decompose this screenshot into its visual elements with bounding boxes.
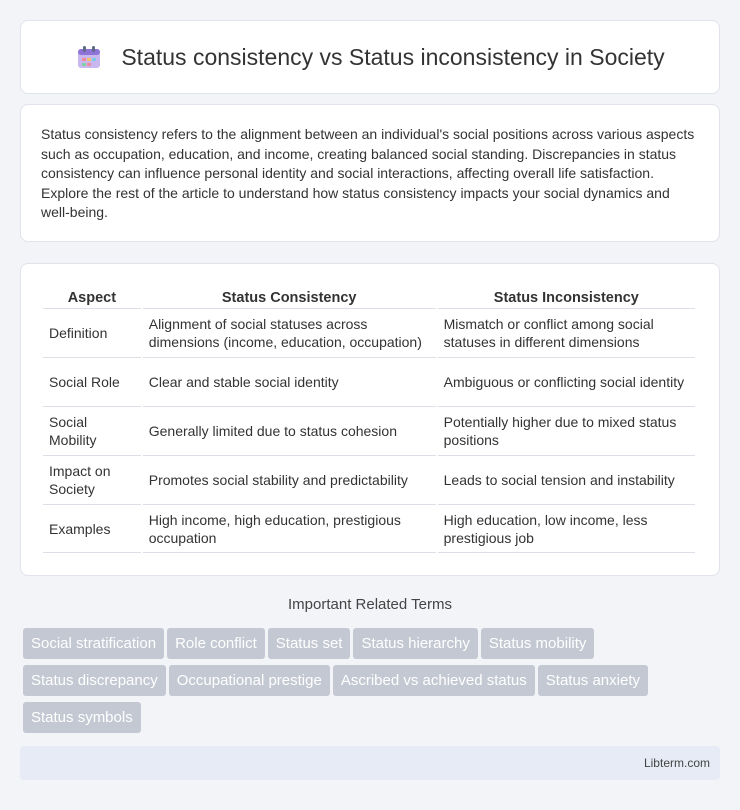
intro-card [20,104,720,242]
row-consistency: Generally limited due to status cohesion [143,406,436,455]
comparison-card [20,263,720,576]
row-consistency: Clear and stable social identity [143,357,436,406]
page-title: Status consistency vs Status inconsistency in Society [121,43,665,70]
row-inconsistency: High education, low income, less prestigious job [438,504,695,553]
header-status-consistency: Status Consistency [221,290,357,306]
row-aspect: Examples [43,504,141,553]
table-row [43,504,695,553]
related-term-tag[interactable]: Status hierarchy [353,628,477,659]
related-term-tag[interactable]: Status mobility [481,628,595,659]
related-term-tag[interactable]: Social stratification [23,628,164,659]
related-term-tag[interactable]: Status discrepancy [23,665,166,696]
footer [20,746,720,780]
row-aspect: Impact on Society [43,455,141,504]
calendar-icon [75,43,103,71]
related-term-tag[interactable]: Ascribed vs achieved status [333,665,535,696]
comparison-table [41,286,697,553]
footer-site-link[interactable]: Libterm.com [643,756,710,770]
row-aspect: Social Role [43,357,141,406]
row-consistency: Alignment of social statuses across dimensions (income, education, occupation) [143,308,436,357]
row-inconsistency: Leads to social tension and instability [438,455,695,504]
row-inconsistency: Potentially higher due to mixed status positions [438,406,695,455]
header-card [20,20,720,94]
related-term-tag[interactable]: Status set [268,628,351,659]
related-terms-title: Important Related Terms [288,596,452,613]
table-row [43,406,695,455]
table-row [43,357,695,406]
intro-text: Status consistency refers to the alignment between an individual's social positions across various aspects such as occupation, education, and income, creating balanced social standing. Discrepancies in status consistency can influence personal identity and social interactions, affecting overall life satisfaction. Explore the rest of the article to understand how status consistency impacts your social dynamics and well-being. [41,126,695,220]
row-aspect: Social Mobility [43,406,141,455]
related-term-tag[interactable]: Role conflict [167,628,265,659]
row-consistency: High income, high education, prestigious occupation [143,504,436,553]
header-aspect: Aspect [67,290,117,306]
header-status-inconsistency: Status Inconsistency [493,290,639,306]
table-header-row [43,286,695,308]
row-inconsistency: Ambiguous or conflicting social identity [438,357,695,406]
row-aspect: Definition [43,308,141,357]
related-terms-list [23,628,723,739]
related-term-tag[interactable]: Occupational prestige [169,665,330,696]
row-consistency: Promotes social stability and predictability [143,455,436,504]
table-row [43,455,695,504]
table-row [43,308,695,357]
related-term-tag[interactable]: Status symbols [23,702,141,733]
related-term-tag[interactable]: Status anxiety [538,665,648,696]
row-inconsistency: Mismatch or conflict among social statuses in different dimensions [438,308,695,357]
